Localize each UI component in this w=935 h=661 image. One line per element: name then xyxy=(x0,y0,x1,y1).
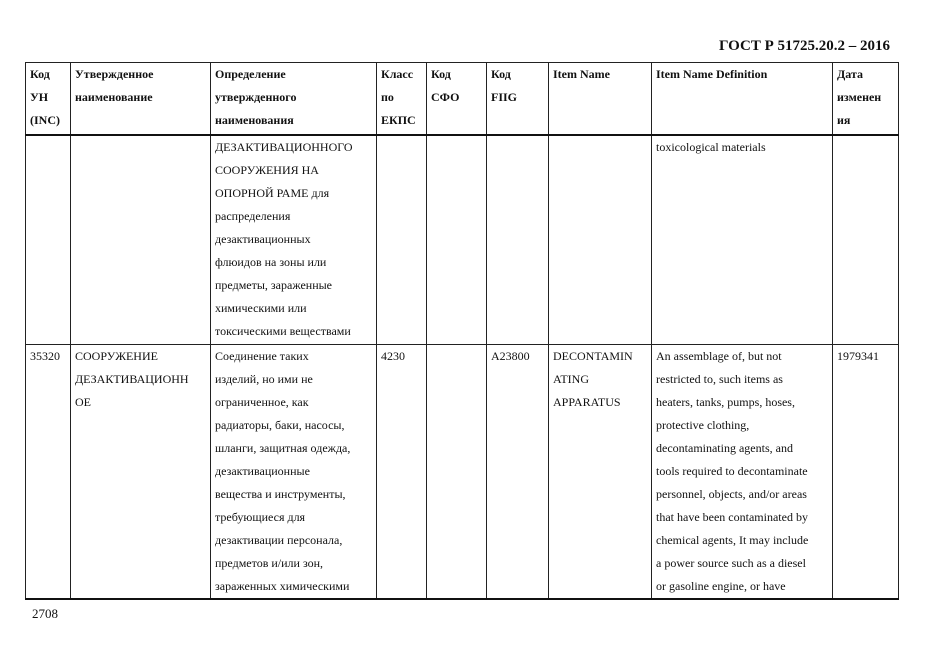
cell-date: 1979341 xyxy=(833,345,899,600)
cell-fiig: A23800 xyxy=(487,345,549,600)
column-header-sfo: Код СФО xyxy=(427,63,487,136)
cell-definition: ДЕЗАКТИВАЦИОННОГО СООРУЖЕНИЯ НА ОПОРНОЙ РАМЕ для распределения дезактивационных флюидов на зоны или предметы, зараженные химическими или токсическими веществами xyxy=(211,135,377,345)
cell-fiig xyxy=(487,135,549,345)
column-header-class: Класс по ЕКПС xyxy=(377,63,427,136)
cell-item-name xyxy=(549,135,652,345)
table-row xyxy=(26,135,899,345)
cell-approved-name: СООРУЖЕНИЕ ДЕЗАКТИВАЦИОНН ОЕ xyxy=(71,345,211,600)
column-header-fiig: Код FIIG xyxy=(487,63,549,136)
cell-inc: 35320 xyxy=(26,345,71,600)
column-header-date: Дата изменен ия xyxy=(833,63,899,136)
column-header-item-name: Item Name xyxy=(549,63,652,136)
table-row xyxy=(26,345,899,600)
cell-date xyxy=(833,135,899,345)
column-header-inc: Код УН (INC) xyxy=(26,63,71,136)
cell-item-definition: An assemblage of, but not restricted to, such items as heaters, tanks, pumps, hoses, protective clothing, decontaminating agents, and tools required to decontaminate personnel, objects, and/or areas that have been contaminated by chemical agents, It may include a power source such as a diesel or gasoline engine, or have xyxy=(652,345,833,600)
table-header-row xyxy=(26,63,899,136)
catalog-table xyxy=(25,62,899,600)
document-code-header: ГОСТ Р 51725.20.2 – 2016 xyxy=(718,38,890,54)
column-header-approved-name: Утвержденное наименование xyxy=(71,63,211,136)
cell-sfo xyxy=(427,345,487,600)
cell-definition: Соединение таких изделий, но ими не ограниченное, как радиаторы, баки, насосы, шланги, защитная одежда, дезактивационные вещества и инструменты, требующиеся для дезактивации персонала, предметов и/или зон, зараженных химическими xyxy=(211,345,377,600)
page-number: 2708 xyxy=(32,606,58,621)
cell-sfo xyxy=(427,135,487,345)
cell-class: 4230 xyxy=(377,345,427,600)
cell-class xyxy=(377,135,427,345)
cell-item-definition: toxicological materials xyxy=(652,135,833,345)
column-header-definition: Определение утвержденного наименования xyxy=(211,63,377,136)
column-header-item-definition: Item Name Definition xyxy=(652,63,833,136)
cell-approved-name xyxy=(71,135,211,345)
cell-item-name: DECONTAMIN ATING APPARATUS xyxy=(549,345,652,600)
cell-inc xyxy=(26,135,71,345)
